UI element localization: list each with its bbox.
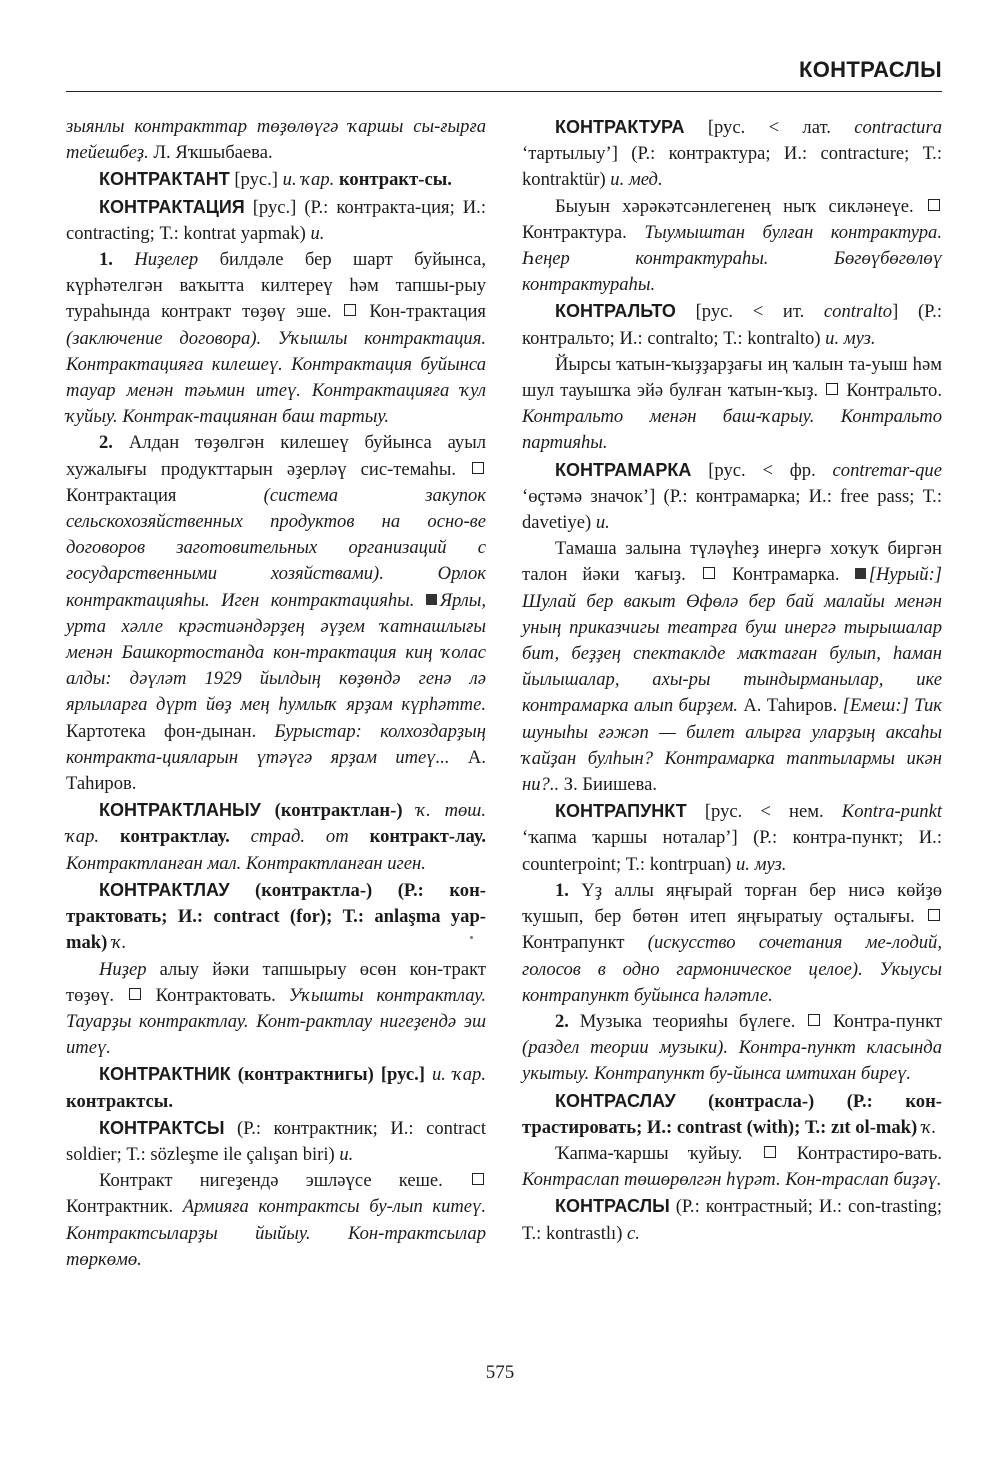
square-icon [826,383,838,395]
left-column [66,114,486,1273]
entry-kontrasly: КОНТРАСЛЫ (Р.: контрастный; И.: con-trasting; Т.: kontrastlı) с. [522,1196,942,1244]
headword: КОНТРАМАРКА [555,459,692,480]
running-head [66,55,942,92]
square-icon [472,1173,484,1185]
headword: КОНТРАКТУРА [555,117,685,137]
filled-square-icon [426,594,437,605]
entry-kontraktlanyu: КОНТРАКТЛАНЫУ (контрактлан-) ҡ. төш. ҡар. контрактлау. страд. от контракт-лау. Контрактланған мал. Контрактланған иген. [66,800,486,874]
entry-kontraktatsiya: КОНТРАКТАЦИЯ [рус.] (Р.: контракта-ция; И.: contracting; Т.: kontrat yapmak) и. [66,196,486,244]
square-icon [928,909,940,921]
headword: КОНТРАКТНИК [99,1064,231,1085]
square-icon [703,567,715,579]
entry-continuation: зыянлы контракттар төҙөлөүгә ҡаршы сы-ғырға тейешбеҙ. Л. Яҡшыбаева. [66,116,486,164]
headword: КОНТРАКТАЦИЯ [99,196,245,217]
entry-kontraktura: КОНТРАКТУРА [рус. < лат. contractura ‘тартылыу’] (Р.: контрактура; И.: contracture; Т.: kontraktür) и. мед. [522,117,942,191]
square-icon [129,988,141,1000]
sense-1: 1. Ниҙелер билдәле бер шарт буйынса, күрһәтелгән ваҡытта килтереү һәм тапшы-рыу тураһында контракт төҙөү эше. Кон-трактация (заключение договора). Уҡышлы контрактация. Контрактацияға килешеү. Контрактация буйынса тауар менән тәьмин итеү. Контрактацияға ҡул ҡуйыу. Контрак-тациянан баш тартыу. [66,249,486,428]
filled-square-icon [855,568,866,579]
square-icon [808,1014,820,1026]
entry-kontraktsy-definition: Контракт нигеҙендә эшләүсе кеше. Контрактник. Армияға контрактсы бу-лып китеү. Контрактсыларҙы йыйыу. Кон-трактсылар төркөмө. [66,1170,486,1270]
headword: КОНТРАКТАНТ [99,169,230,190]
right-column [522,114,942,1247]
headword: КОНТРАЛЬТО [555,301,676,322]
headword: КОНТРАСЛЫ [555,1196,670,1217]
entry-kontraktant: КОНТРАКТАНТ [рус.] и. ҡар. контракт-сы. [99,169,452,191]
entry-kontraktlau-definition: Ниҙер алыу йәки тапшырыу өсөн кон-тракт төҙөү. Контрактовать. Уҡышты контрактлау. Тауарҙы контрактлау. Конт-рактлау нигеҙендә эш итеү. [66,958,486,1059]
entry-kontraktura-definition: Быуын хәрәкәтсәнлегенең ныҡ сикләнеүе. Контрактура. Тыумыштан булған контрактура. Һеңер контрактураһы. Бөгөүбөгөлөү контрактураһы. [522,195,942,296]
running-head-title: КОНТРАСЛЫ [799,57,942,82]
print-speck [470,936,473,939]
entry-kontraslau: КОНТРАСЛАУ (контрасла-) (Р.: кон-трастировать; И.: contrast (with); Т.: zıt ol-mak) ҡ. [522,1090,942,1138]
entry-kontralto-definition: Йырсы ҡатын-ҡыҙҙарҙағы иң ҡалын та-уыш һәм шул тауышҡа эйә булған ҡатын-ҡыҙ. Контральто. Контральто менән баш-ҡарыу. Контральто партияһы. [522,353,942,454]
entry-kontraktlau: КОНТРАКТЛАУ (контрактла-) (Р.: кон-трактовать; И.: contract (for); Т.: anlaşma yap-mak) ҡ. [66,879,486,954]
headword: КОНТРАКТЛАНЫУ [99,800,261,821]
entry-kontralto: КОНТРАЛЬТО [рус. < ит. contralto] (Р.: контральто; И.: contralto; Т.: kontralto) и. муз. [522,301,942,349]
entry-kontrapunkt: КОНТРАПУНКТ [рус. < нем. Kontra-punkt ‘ҡапма ҡаршы ноталар’] (Р.: контра-пункт; И.: counterpoint; Т.: kontrpuan) и. муз. [522,801,942,875]
sense-1: 1. Үҙ аллы яңғырай торған бер нисә көйҙө ҡушып, бер бөтөн итеп яңғыратыу оҫталығы. Контрапункт (искусство сочетания ме-лодий, голосов в одно гармоническое целое). Укыусы контрапункт буйынса һәләтле. [522,879,942,1006]
square-icon [472,462,484,474]
entry-kontraktnik: КОНТРАКТНИК (контрактнигы) [рус.] и. ҡар. контрактсы. [66,1064,486,1112]
sense-2: 2. Алдан төҙөлгән килешеү буйынса ауыл хужалығы продукттарын әҙерләү сис-темаһы. Контрактация (система закупок сельскохозяйственных продуктов на осно-ве договоров заготовительных организаций с государственными хозяйствами). Орлок контрактацияһы. Иген контрактацияһы. Ярлы, урта хәлле крәстиәндәрҙең әүҙем ҡатнашлығы менән Башкортостанда кон-трактация киң ҡолас алды: дәүләт 1929 йылдың көҙөндә генә лә ярлыларға дүрт йөҙ мең һумлыҡ ярҙам күрһәтте. Картотека фон-дынан. Бурыстар: колхоздарҙың контракта-цияларын үтәүгә ярҙам итеү... А. Таһиров. [66,432,486,795]
page-number: 575 [485,1362,515,1383]
headword: КОНТРАПУНКТ [555,801,687,822]
headword: КОНТРАКТСЫ [99,1117,225,1138]
headword: КОНТРАКТЛАУ [99,879,230,900]
entry-kontramarka: КОНТРАМАРКА [рус. < фр. contremar-que ‘өҫтәмә значок’] (Р.: контрамарка; И.: free pass; Т.: davetiye) и. [522,459,942,534]
square-icon [928,199,940,211]
square-icon [764,1146,776,1158]
square-icon [344,304,356,316]
entry-kontraslau-definition: Ҡапма-ҡаршы ҡуйыу. Контрастиро-вать. Контраслап төшөрөлгән һүрәт. Кон-траслап биҙәү. [522,1142,942,1191]
entry-kontraktsy: КОНТРАКТСЫ (Р.: контрактник; И.: contract soldier; Т.: sözleşme ile çalışan biri) и. [66,1117,486,1165]
headword: КОНТРАСЛАУ [555,1090,676,1111]
entry-kontramarka-definition: Тамаша залына түләүһеҙ инергә хоҡуҡ биргән талон йәки ҡағыҙ. Контрамарка. [Нурый:] Шулай бер вакыт Өфөлә бер бай малайы менән уның приказчигы театрға буш инергә тырышалар бит, беҙҙең спектаклде маҡтаған булып, һаман йылышалар, ахы-ры тындырманылар, ике контрамарка алып бирҙем. А. Таһиров. [Емеш:] Тик шуныһы ғәжәп — билет алырға уларҙың аксаһы ҡайҙан булһын? Контрамарка таптылармы икән ни?.. З. Биишева. [522,538,943,796]
sense-2: 2. Музыка теорияһы бүлеге. Контра-пункт (раздел теории музыки). Контра-пункт класында укытыу. Контрапункт бу-йынса имтихан биреү. [522,1010,943,1085]
